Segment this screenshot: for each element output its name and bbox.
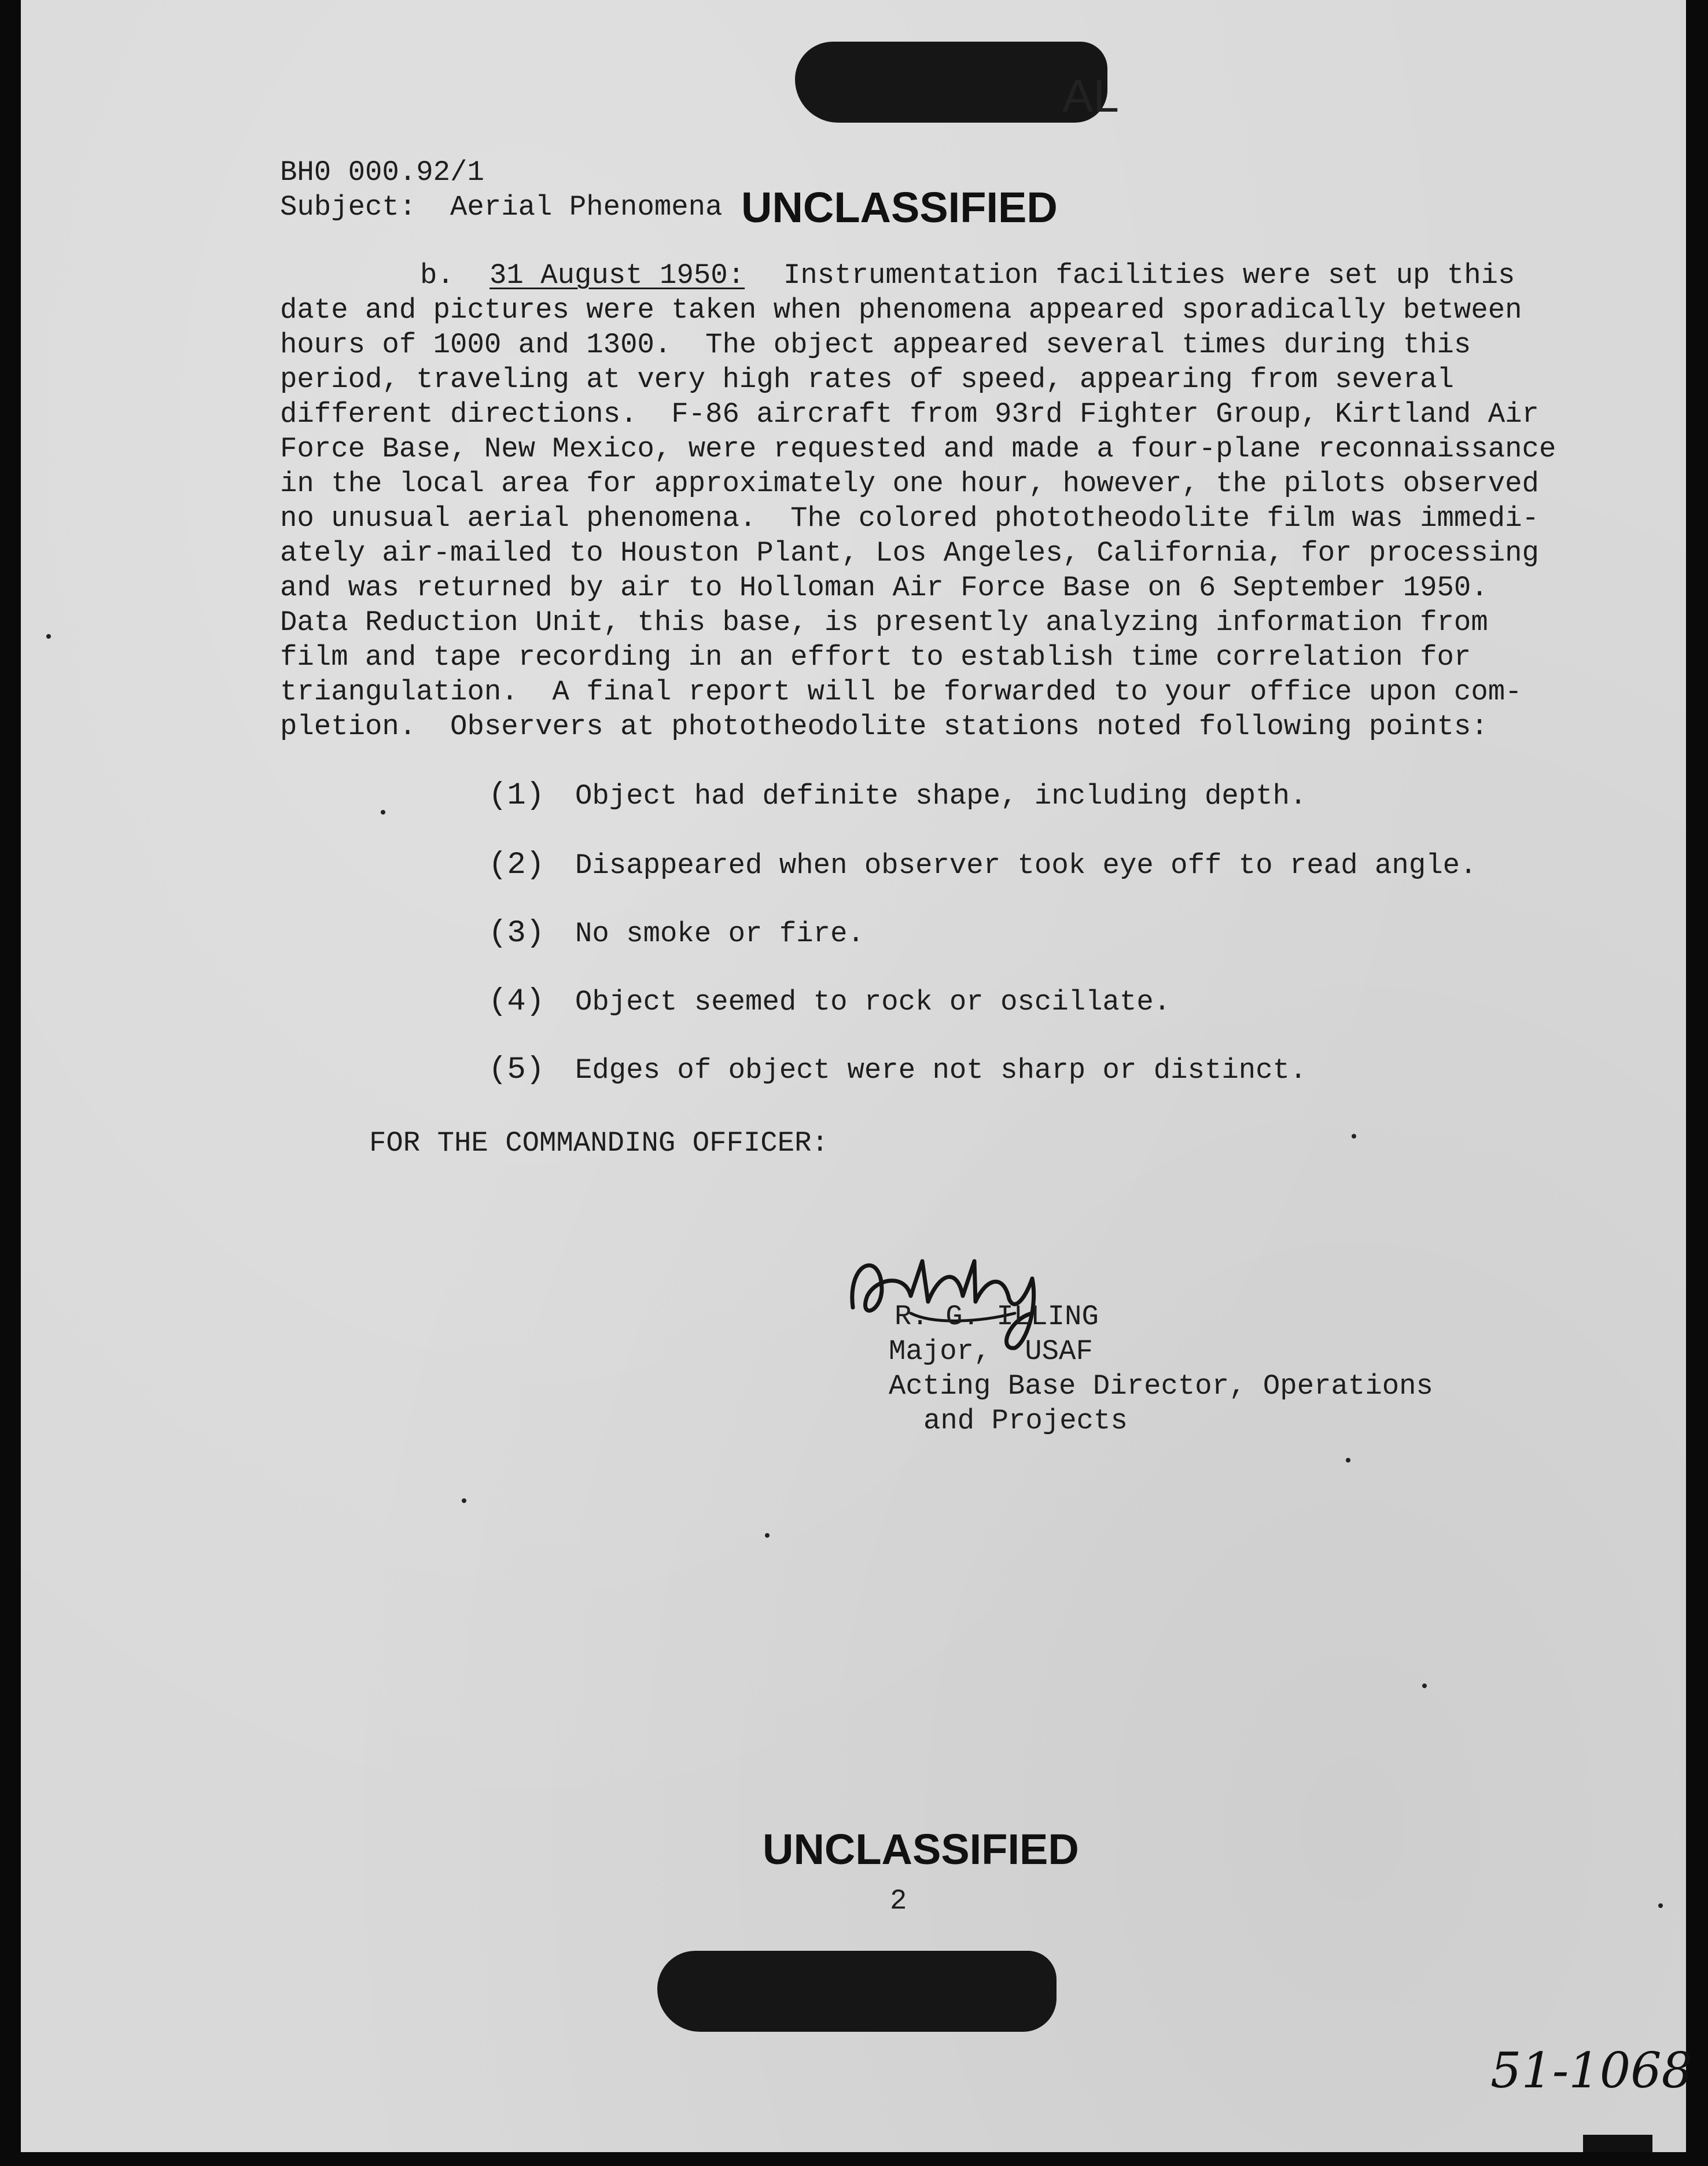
point-number-1: (1) [488, 778, 545, 813]
bottom-right-edge-mark [1583, 2135, 1652, 2152]
file-reference: BH0 000.92/1 [280, 156, 484, 189]
paragraph-line-1: Instrumentation facilities were set up this [783, 259, 1515, 292]
signer-title-line-2: and Projects [923, 1405, 1128, 1437]
point-text-1: Object had definite shape, including depth. [575, 780, 1307, 812]
bottom-redaction-bar [657, 1951, 1057, 2032]
classification-stamp-top: UNCLASSIFIED [741, 183, 1058, 231]
paragraph-date: 31 August 1950: [489, 259, 745, 292]
handwritten-document-number: 51-1068 [1490, 2042, 1693, 2099]
speck [381, 810, 385, 815]
speck [462, 1498, 466, 1503]
speck [1352, 1134, 1356, 1139]
point-text-2: Disappeared when observer took eye off to read angle. [575, 849, 1477, 882]
point-text-3: No smoke or fire. [575, 918, 864, 950]
paragraph-line-14: pletion. Observers at phototheodolite stations noted following points: [280, 710, 1488, 743]
point-number-3: (3) [488, 916, 545, 951]
paragraph-line-7: in the local area for approximately one hour, however, the pilots observed [280, 467, 1539, 500]
signer-rank: Major, USAF [889, 1335, 1093, 1368]
commanding-officer-line: FOR THE COMMANDING OFFICER: [369, 1127, 829, 1159]
paragraph-line-3: hours of 1000 and 1300. The object appeared several times during this [280, 329, 1471, 361]
paragraph-line-12: film and tape recording in an effort to establish time correlation for [280, 641, 1471, 673]
point-number-2: (2) [488, 848, 545, 883]
subject-text: Aerial Phenomena [450, 191, 723, 223]
paragraph-marker: b. [420, 259, 454, 292]
speck [1422, 1684, 1427, 1688]
paragraph-line-9: ately air-mailed to Houston Plant, Los Angeles, California, for processing [280, 537, 1539, 569]
point-number-5: (5) [488, 1052, 545, 1088]
paragraph-line-6: Force Base, New Mexico, were requested and made a four-plane reconnaissance [280, 433, 1556, 465]
paragraph-line-8: no unusual aerial phenomena. The colored phototheodolite film was immedi- [280, 502, 1539, 535]
paragraph-line-5: different directions. F-86 aircraft from 93rd Fighter Group, Kirtland Air [280, 398, 1539, 430]
speck [46, 634, 51, 639]
point-text-4: Object seemed to rock or oscillate. [575, 986, 1171, 1018]
document-page [21, 0, 1693, 2152]
speck [765, 1533, 770, 1538]
point-text-5: Edges of object were not sharp or distinct. [575, 1054, 1307, 1086]
paragraph-line-13: triangulation. A final report will be forwarded to your office upon com- [280, 676, 1522, 708]
top-stamp-fragment: AL [1062, 70, 1119, 121]
page-number: 2 [890, 1885, 907, 1917]
paragraph-line-10: and was returned by air to Holloman Air Force Base on 6 September 1950. [280, 572, 1488, 604]
top-redaction-bar [795, 42, 1107, 123]
paragraph-line-11: Data Reduction Unit, this base, is presently analyzing information from [280, 606, 1488, 639]
speck [1346, 1458, 1350, 1463]
signer-name: R. G. ILLING [895, 1301, 1099, 1333]
paragraph-line-4: period, traveling at very high rates of speed, appearing from several [280, 363, 1454, 396]
point-number-4: (4) [488, 984, 545, 1019]
paragraph-line-2: date and pictures were taken when phenomena appeared sporadically between [280, 294, 1522, 326]
speck [1658, 1903, 1663, 1908]
signer-title-line-1: Acting Base Director, Operations [889, 1370, 1433, 1402]
classification-stamp-bottom: UNCLASSIFIED [763, 1825, 1079, 1873]
subject-label: Subject: [280, 191, 417, 223]
